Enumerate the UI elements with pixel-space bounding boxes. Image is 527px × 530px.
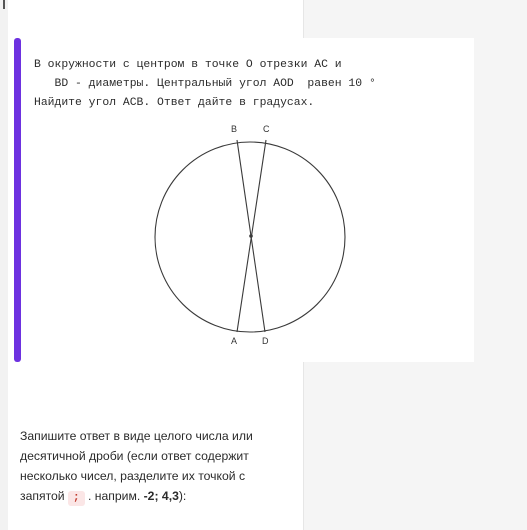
answer-hint-example-prefix: . наприм. xyxy=(88,489,141,503)
problem-line-3: Найдите угол ACB. Ответ дайте в градусах. xyxy=(34,97,315,109)
label-c: C xyxy=(263,124,270,134)
text-cursor-mark xyxy=(3,0,5,9)
answer-hint-end: ): xyxy=(178,489,187,503)
example-value-2: 4,3 xyxy=(161,489,179,503)
answer-instructions xyxy=(20,426,280,506)
label-b: B xyxy=(231,124,238,134)
example-value-1: -2; xyxy=(143,489,159,503)
circle-figure xyxy=(154,122,354,344)
problem-line-1: В окружности с центром в точке O отрезки AC и xyxy=(34,59,342,71)
task-card xyxy=(14,38,474,362)
label-a: A xyxy=(231,336,238,344)
label-d: D xyxy=(262,336,269,344)
left-gutter xyxy=(0,0,8,530)
center-point xyxy=(249,234,253,238)
problem-statement xyxy=(34,56,474,113)
answer-hint-text: Запишите ответ в виде целого числа или десятичной дроби (если ответ содержит несколько чисел, разделите их точкой с запятой xyxy=(20,429,253,503)
problem-line-2: BD - диаметры. Центральный угол AOD равен 10 ° xyxy=(34,78,376,90)
separator-chip: ; xyxy=(68,491,85,506)
task-accent-bar xyxy=(14,38,21,362)
